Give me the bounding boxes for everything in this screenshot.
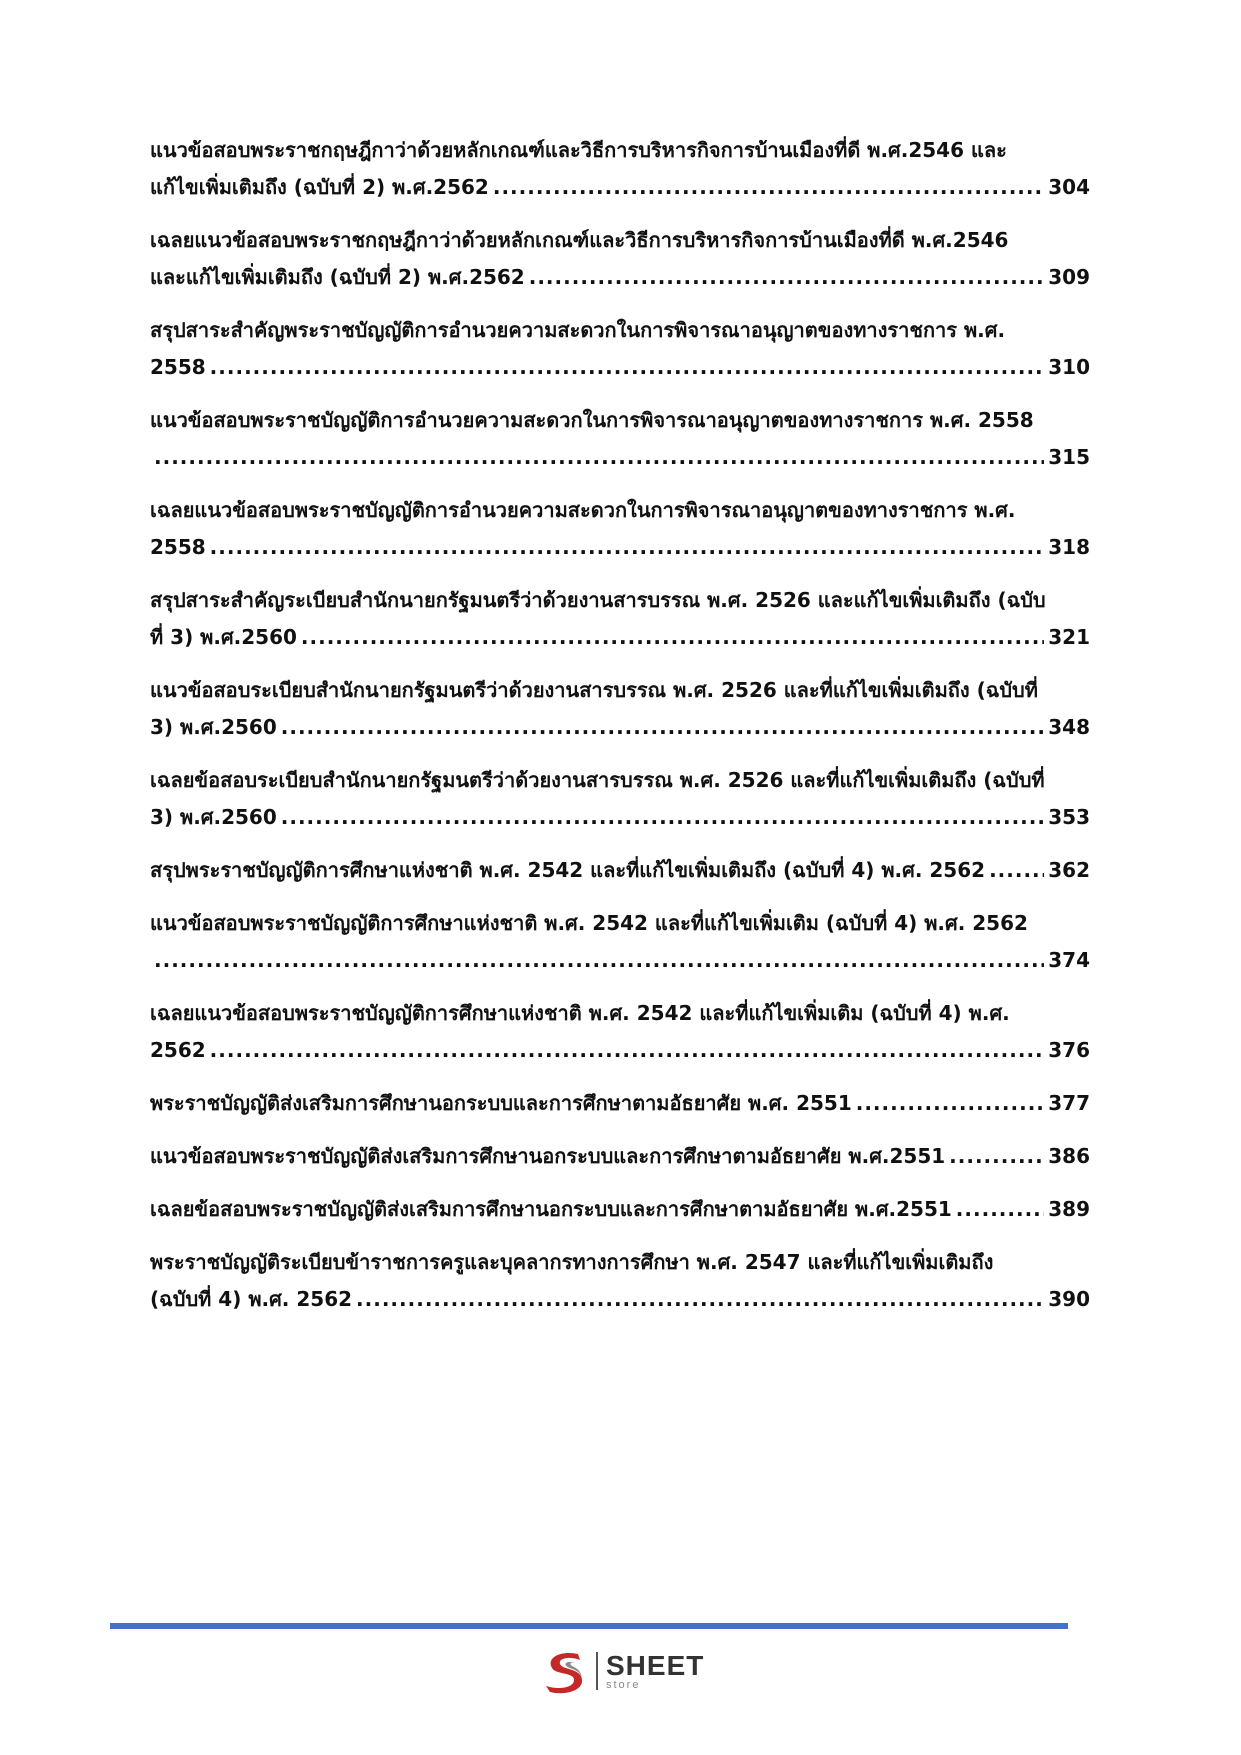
- dot-leader: [281, 709, 1044, 746]
- toc-entry-title-end: 3) พ.ศ.2560: [150, 715, 277, 739]
- toc-entry-leader-line: [150, 349, 1090, 386]
- toc-page-number: 304: [1048, 175, 1090, 199]
- toc-page-number: 353: [1048, 805, 1090, 829]
- toc-entry-title-end: 2558: [150, 355, 206, 379]
- brand-text: SHEET: [606, 1649, 705, 1681]
- table-of-contents: [150, 132, 1090, 1334]
- dot-leader: [856, 1085, 1045, 1122]
- dot-leader: [949, 1138, 1044, 1175]
- toc-entry-title-line: พระราชบัญญัติระเบียบข้าราชการครูและบุคลากรทางการศึกษา พ.ศ. 2547 และที่แก้ไขเพิ่มเติมถึง: [150, 1250, 994, 1274]
- toc-entry[interactable]: [150, 1085, 1090, 1122]
- toc-page-number: 377: [1048, 1091, 1090, 1115]
- toc-page-number: 362: [1048, 858, 1090, 882]
- dot-leader: [956, 1191, 1044, 1228]
- toc-entry-leader-line: [150, 1191, 1090, 1228]
- toc-page-number: 321: [1048, 625, 1090, 649]
- toc-entry-leader-line: [150, 1085, 1090, 1122]
- toc-entry[interactable]: [150, 672, 1090, 746]
- toc-page-number: 386: [1048, 1144, 1090, 1168]
- toc-page-number: 318: [1048, 535, 1090, 559]
- toc-entry-title-end: และแก้ไขเพิ่มเติมถึง (ฉบับที่ 2) พ.ศ.2562: [150, 265, 525, 289]
- toc-entry[interactable]: [150, 995, 1090, 1069]
- toc-entry-title-line: แนวข้อสอบพระราชกฤษฎีกาว่าด้วยหลักเกณฑ์และวิธีการบริหารกิจการบ้านเมืองที่ดี พ.ศ.2546 และ: [150, 138, 1007, 162]
- dot-leader: [301, 619, 1044, 656]
- dot-leader: [210, 349, 1045, 386]
- toc-entry-title-end: 2562: [150, 1038, 206, 1062]
- toc-entry-title-end: 3) พ.ศ.2560: [150, 805, 277, 829]
- toc-entry[interactable]: [150, 492, 1090, 566]
- toc-entry-title-end: แนวข้อสอบพระราชบัญญัติส่งเสริมการศึกษานอกระบบและการศึกษาตามอัธยาศัย พ.ศ.2551: [150, 1144, 946, 1168]
- toc-entry-title-line: เฉลยแนวข้อสอบพระราชกฤษฎีกาว่าด้วยหลักเกณฑ์และวิธีการบริหารกิจการบ้านเมืองที่ดี พ.ศ.2546: [150, 228, 1009, 252]
- toc-entry-leader-line: [150, 709, 1090, 746]
- toc-entry[interactable]: [150, 1138, 1090, 1175]
- dot-leader: [493, 169, 1044, 206]
- toc-entry[interactable]: [150, 1244, 1090, 1318]
- toc-entry-title-line: สรุปสาระสำคัญพระราชบัญญัติการอำนวยความสะดวกในการพิจารณาอนุญาตของทางราชการ พ.ศ.: [150, 318, 1006, 342]
- toc-entry[interactable]: [150, 132, 1090, 206]
- toc-entry[interactable]: [150, 905, 1090, 979]
- toc-entry-leader-line: [150, 1032, 1090, 1069]
- footer-rule: [110, 1623, 1068, 1629]
- toc-entry-title-end: สรุปพระราชบัญญัติการศึกษาแห่งชาติ พ.ศ. 2542 และที่แก้ไขเพิ่มเติมถึง (ฉบับที่ 4) พ.ศ. 2562: [150, 858, 986, 882]
- toc-entry-title-line: เฉลยข้อสอบระเบียบสำนักนายกรัฐมนตรีว่าด้วยงานสารบรรณ พ.ศ. 2526 และที่แก้ไขเพิ่มเติมถึง (ฉบับที่: [150, 768, 1045, 792]
- toc-entry-title-line: เฉลยแนวข้อสอบพระราชบัญญัติการอำนวยความสะดวกในการพิจารณาอนุญาตของทางราชการ พ.ศ.: [150, 498, 1016, 522]
- toc-page-number: 376: [1048, 1038, 1090, 1062]
- toc-entry[interactable]: [150, 222, 1090, 296]
- toc-entry-leader-line: [150, 1281, 1090, 1318]
- dot-leader: [529, 259, 1045, 296]
- toc-entry-leader-line: [150, 942, 1090, 979]
- toc-entry-title-line: แนวข้อสอบพระราชบัญญัติการศึกษาแห่งชาติ พ.ศ. 2542 และที่แก้ไขเพิ่มเติม (ฉบับที่ 4) พ.ศ. 2562: [150, 911, 1028, 935]
- dot-leader: [989, 852, 1044, 889]
- toc-entry[interactable]: [150, 312, 1090, 386]
- toc-entry-title-end: (ฉบับที่ 4) พ.ศ. 2562: [150, 1287, 353, 1311]
- toc-entry-leader-line: [150, 799, 1090, 836]
- toc-page-number: 348: [1048, 715, 1090, 739]
- toc-entry-title-end: 2558: [150, 535, 206, 559]
- toc-entry-title-end: ที่ 3) พ.ศ.2560: [150, 625, 297, 649]
- toc-entry-title-line: สรุปสาระสำคัญระเบียบสำนักนายกรัฐมนตรีว่าด้วยงานสารบรรณ พ.ศ. 2526 และแก้ไขเพิ่มเติมถึง (ฉบับ: [150, 588, 1046, 612]
- toc-entry-leader-line: [150, 529, 1090, 566]
- toc-entry-title-line: เฉลยแนวข้อสอบพระราชบัญญัติการศึกษาแห่งชาติ พ.ศ. 2542 และที่แก้ไขเพิ่มเติม (ฉบับที่ 4) พ.ศ.: [150, 1001, 1010, 1025]
- toc-entry[interactable]: [150, 402, 1090, 476]
- toc-entry-title-line: แนวข้อสอบพระราชบัญญัติการอำนวยความสะดวกในการพิจารณาอนุญาตของทางราชการ พ.ศ. 2558: [150, 408, 1034, 432]
- toc-page-number: 389: [1048, 1197, 1090, 1221]
- toc-page-number: 315: [1048, 445, 1090, 469]
- toc-entry[interactable]: [150, 582, 1090, 656]
- toc-entry-leader-line: [150, 169, 1090, 206]
- toc-entry[interactable]: [150, 1191, 1090, 1228]
- dot-leader: [154, 942, 1044, 979]
- toc-entry[interactable]: [150, 762, 1090, 836]
- dot-leader: [154, 439, 1044, 476]
- toc-entry[interactable]: [150, 852, 1090, 889]
- toc-page-number: 390: [1048, 1287, 1090, 1311]
- dot-leader: [210, 529, 1045, 566]
- sheet-store-logo: [540, 1648, 704, 1694]
- toc-entry-title-line: แนวข้อสอบระเบียบสำนักนายกรัฐมนตรีว่าด้วยงานสารบรรณ พ.ศ. 2526 และที่แก้ไขเพิ่มเติมถึง (ฉบับที่: [150, 678, 1038, 702]
- toc-entry-leader-line: [150, 1138, 1090, 1175]
- toc-entry-leader-line: [150, 439, 1090, 476]
- toc-page-number: 310: [1048, 355, 1090, 379]
- toc-entry-title-end: เฉลยข้อสอบพระราชบัญญัติส่งเสริมการศึกษานอกระบบและการศึกษาตามอัธยาศัย พ.ศ.2551: [150, 1197, 952, 1221]
- brand-subtext: store: [606, 1678, 641, 1691]
- toc-page-number: 374: [1048, 948, 1090, 972]
- toc-entry-title-end: พระราชบัญญัติส่งเสริมการศึกษานอกระบบและการศึกษาตามอัธยาศัย พ.ศ. 2551: [150, 1091, 852, 1115]
- toc-page-number: 309: [1048, 265, 1090, 289]
- toc-entry-title-end: แก้ไขเพิ่มเติมถึง (ฉบับที่ 2) พ.ศ.2562: [150, 175, 489, 199]
- toc-entry-leader-line: [150, 852, 1090, 889]
- dot-leader: [210, 1032, 1045, 1069]
- sheet-store-logo-icon: [540, 1648, 590, 1694]
- toc-entry-leader-line: [150, 619, 1090, 656]
- toc-entry-leader-line: [150, 259, 1090, 296]
- dot-leader: [281, 799, 1044, 836]
- brand-name: [606, 1649, 705, 1691]
- dot-leader: [356, 1281, 1044, 1318]
- logo-divider: [596, 1652, 598, 1690]
